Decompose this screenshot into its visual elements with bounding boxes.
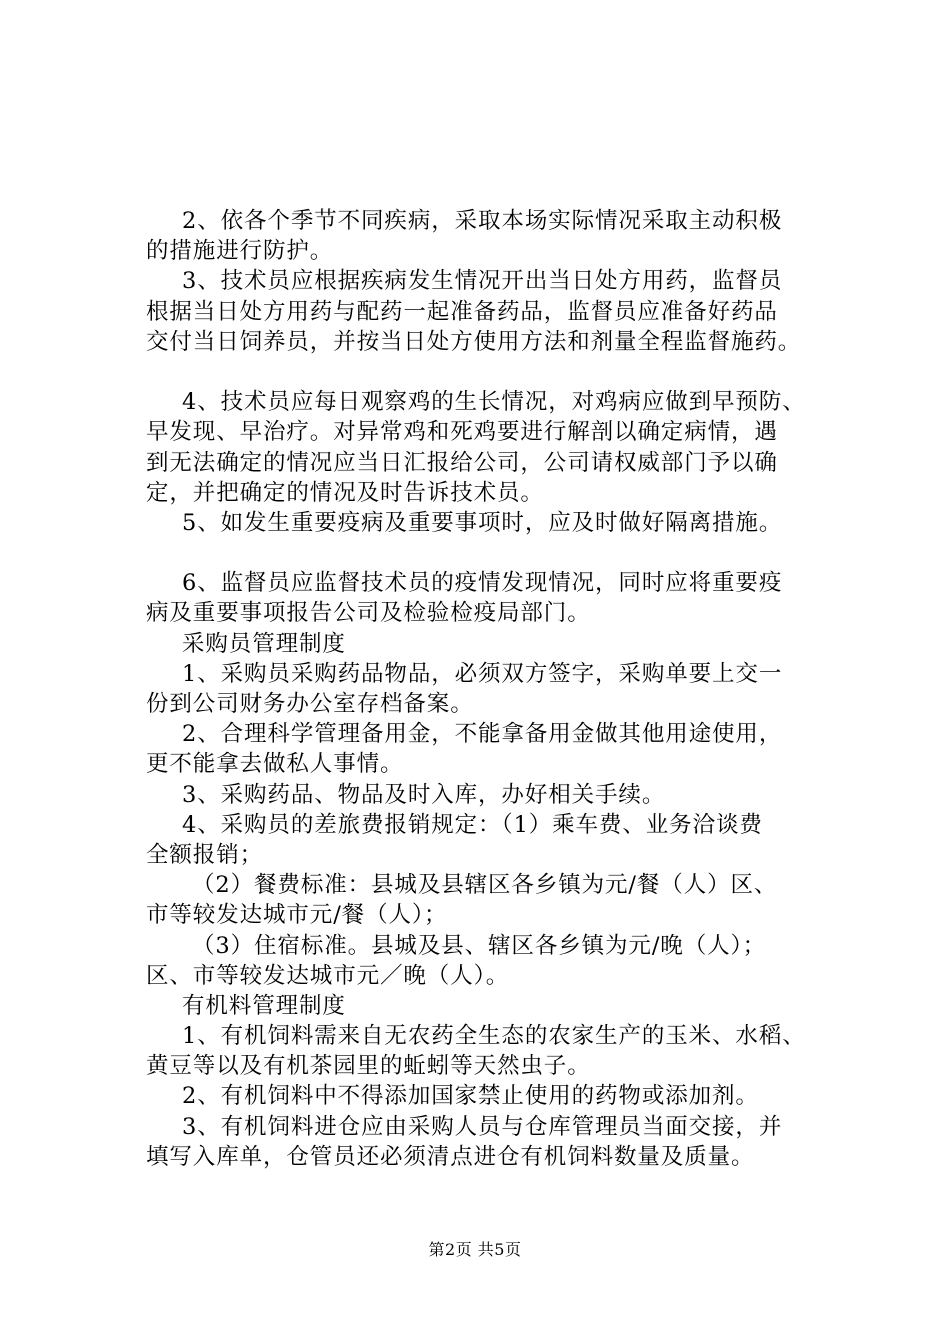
text-line: 3、技术员应根据疾病发生情况开出当日处方用药，监督员 bbox=[182, 268, 783, 295]
text-line: 6、监督员应监督技术员的疫情发现情况，同时应将重要疫 bbox=[182, 570, 783, 597]
text-line: 5、如发生重要疫病及重要事项时，应及时做好隔离措施。 bbox=[182, 509, 783, 536]
text-line: 定，并把确定的情况及时告诉技术员。 bbox=[146, 479, 544, 506]
text-line: 3、有机饲料进仓应由采购人员与仓库管理员当面交接，并 bbox=[182, 1113, 783, 1140]
blank-line bbox=[146, 358, 836, 386]
text-line: 交付当日饲养员，并按当日处方使用方法和剂量全程监督施药。 bbox=[146, 328, 802, 355]
text-line: 4、采购员的差旅费报销规定：（1）乘车费、业务洽谈费 bbox=[182, 811, 763, 838]
blank-line bbox=[146, 539, 836, 567]
text-line: （2）餐费标准：县城及县辖区各乡镇为元/餐（人）区、 bbox=[192, 872, 778, 899]
text-line: 的措施进行防护。 bbox=[146, 238, 334, 265]
page-footer: 第2页 共5页 bbox=[428, 1240, 522, 1259]
text-line: 填写入库单，仓管员还必须清点进仓有机饲料数量及质量。 bbox=[146, 1143, 755, 1170]
text-line: （3）住宿标准。县城及县、辖区各乡镇为元/晚（人）； bbox=[192, 932, 767, 959]
text-line: 份到公司财务办公室存档备案。 bbox=[146, 691, 474, 717]
text-line: 更不能拿去做私人事情。 bbox=[146, 751, 404, 778]
text-line: 4、技术员应每日观察鸡的生长情况，对鸡病应做到早预防、 bbox=[182, 389, 806, 416]
text-line: 根据当日处方用药与配药一起准备药品，监督员应准备好药品 bbox=[146, 298, 778, 325]
text-line: 病及重要事项报告公司及检验检疫局部门。 bbox=[146, 600, 591, 627]
text-line: 到无法确定的情况应当日汇报给公司，公司请权威部门予以确 bbox=[146, 449, 778, 476]
text-line: 全额报销； bbox=[146, 841, 264, 868]
text-line: 2、合理科学管理备用金，不能拿备用金做其他用途使用， bbox=[182, 721, 783, 748]
text-line: 2、依各个季节不同疾病，采取本场实际情况采取主动积极 bbox=[182, 208, 783, 234]
text-line: 1、有机饲料需来自无农药全生态的农家生产的玉米、水稻、 bbox=[182, 1023, 806, 1050]
text-line: 区、市等较发达城市元／晚（人）。 bbox=[146, 962, 510, 989]
text-line: 早发现、早治疗。对异常鸡和死鸡要进行解剖以确定病情，遇 bbox=[146, 419, 778, 446]
section-heading: 有机料管理制度 bbox=[182, 992, 346, 1019]
text-line: 市等较发达城市元/餐（人）； bbox=[146, 902, 448, 929]
text-line: 2、有机饲料中不得添加国家禁止使用的药物或添加剂。 bbox=[182, 1083, 759, 1110]
text-line: 1、采购员采购药品物品，必须双方签字，采购单要上交一 bbox=[182, 660, 783, 687]
text-line: 黄豆等以及有机茶园里的蚯蚓等天然虫子。 bbox=[146, 1053, 591, 1080]
document-body bbox=[146, 207, 836, 1173]
section-heading: 采购员管理制度 bbox=[182, 630, 346, 657]
text-line: 3、采购药品、物品及时入库，办好相关手续。 bbox=[182, 781, 666, 808]
